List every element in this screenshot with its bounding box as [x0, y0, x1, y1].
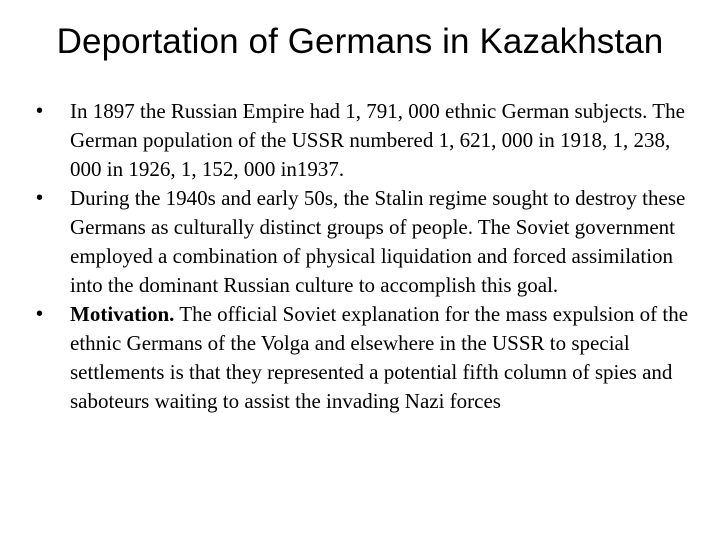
bullet-marker: • [36, 187, 44, 209]
bullet-item-2 [36, 184, 696, 300]
bullet-list [36, 97, 696, 416]
bullet-text: During the 1940s and early 50s, the Stalin regime sought to destroy these Germans as culturally distinct groups of people. The Soviet government employed a combination of physical liquidation and forced assimilation into the dominant Russian culture to accomplish this goal. [70, 186, 686, 297]
bullet-marker: • [36, 303, 44, 325]
bullet-item-3 [36, 300, 696, 416]
bullet-text: In 1897 the Russian Empire had 1, 791, 000 ethnic German subjects. The German population of the USSR numbered 1, 621, 000 in 1918, 1, 238, 000 in 1926, 1, 152, 000 in1937. [70, 99, 685, 181]
bullet-item-1 [36, 97, 696, 184]
bullet-lead: Motivation. [70, 302, 175, 326]
bullet-marker: • [36, 100, 44, 122]
bullet-text: The official Soviet explanation for the mass expulsion of the ethnic Germans of the Volga and elsewhere in the USSR to special settlements is that they represented a potential fifth column of spies and saboteurs waiting to assist the invading Nazi forces [70, 302, 689, 413]
slide-title: Deportation of Germans in Kazakhstan [56, 22, 664, 61]
